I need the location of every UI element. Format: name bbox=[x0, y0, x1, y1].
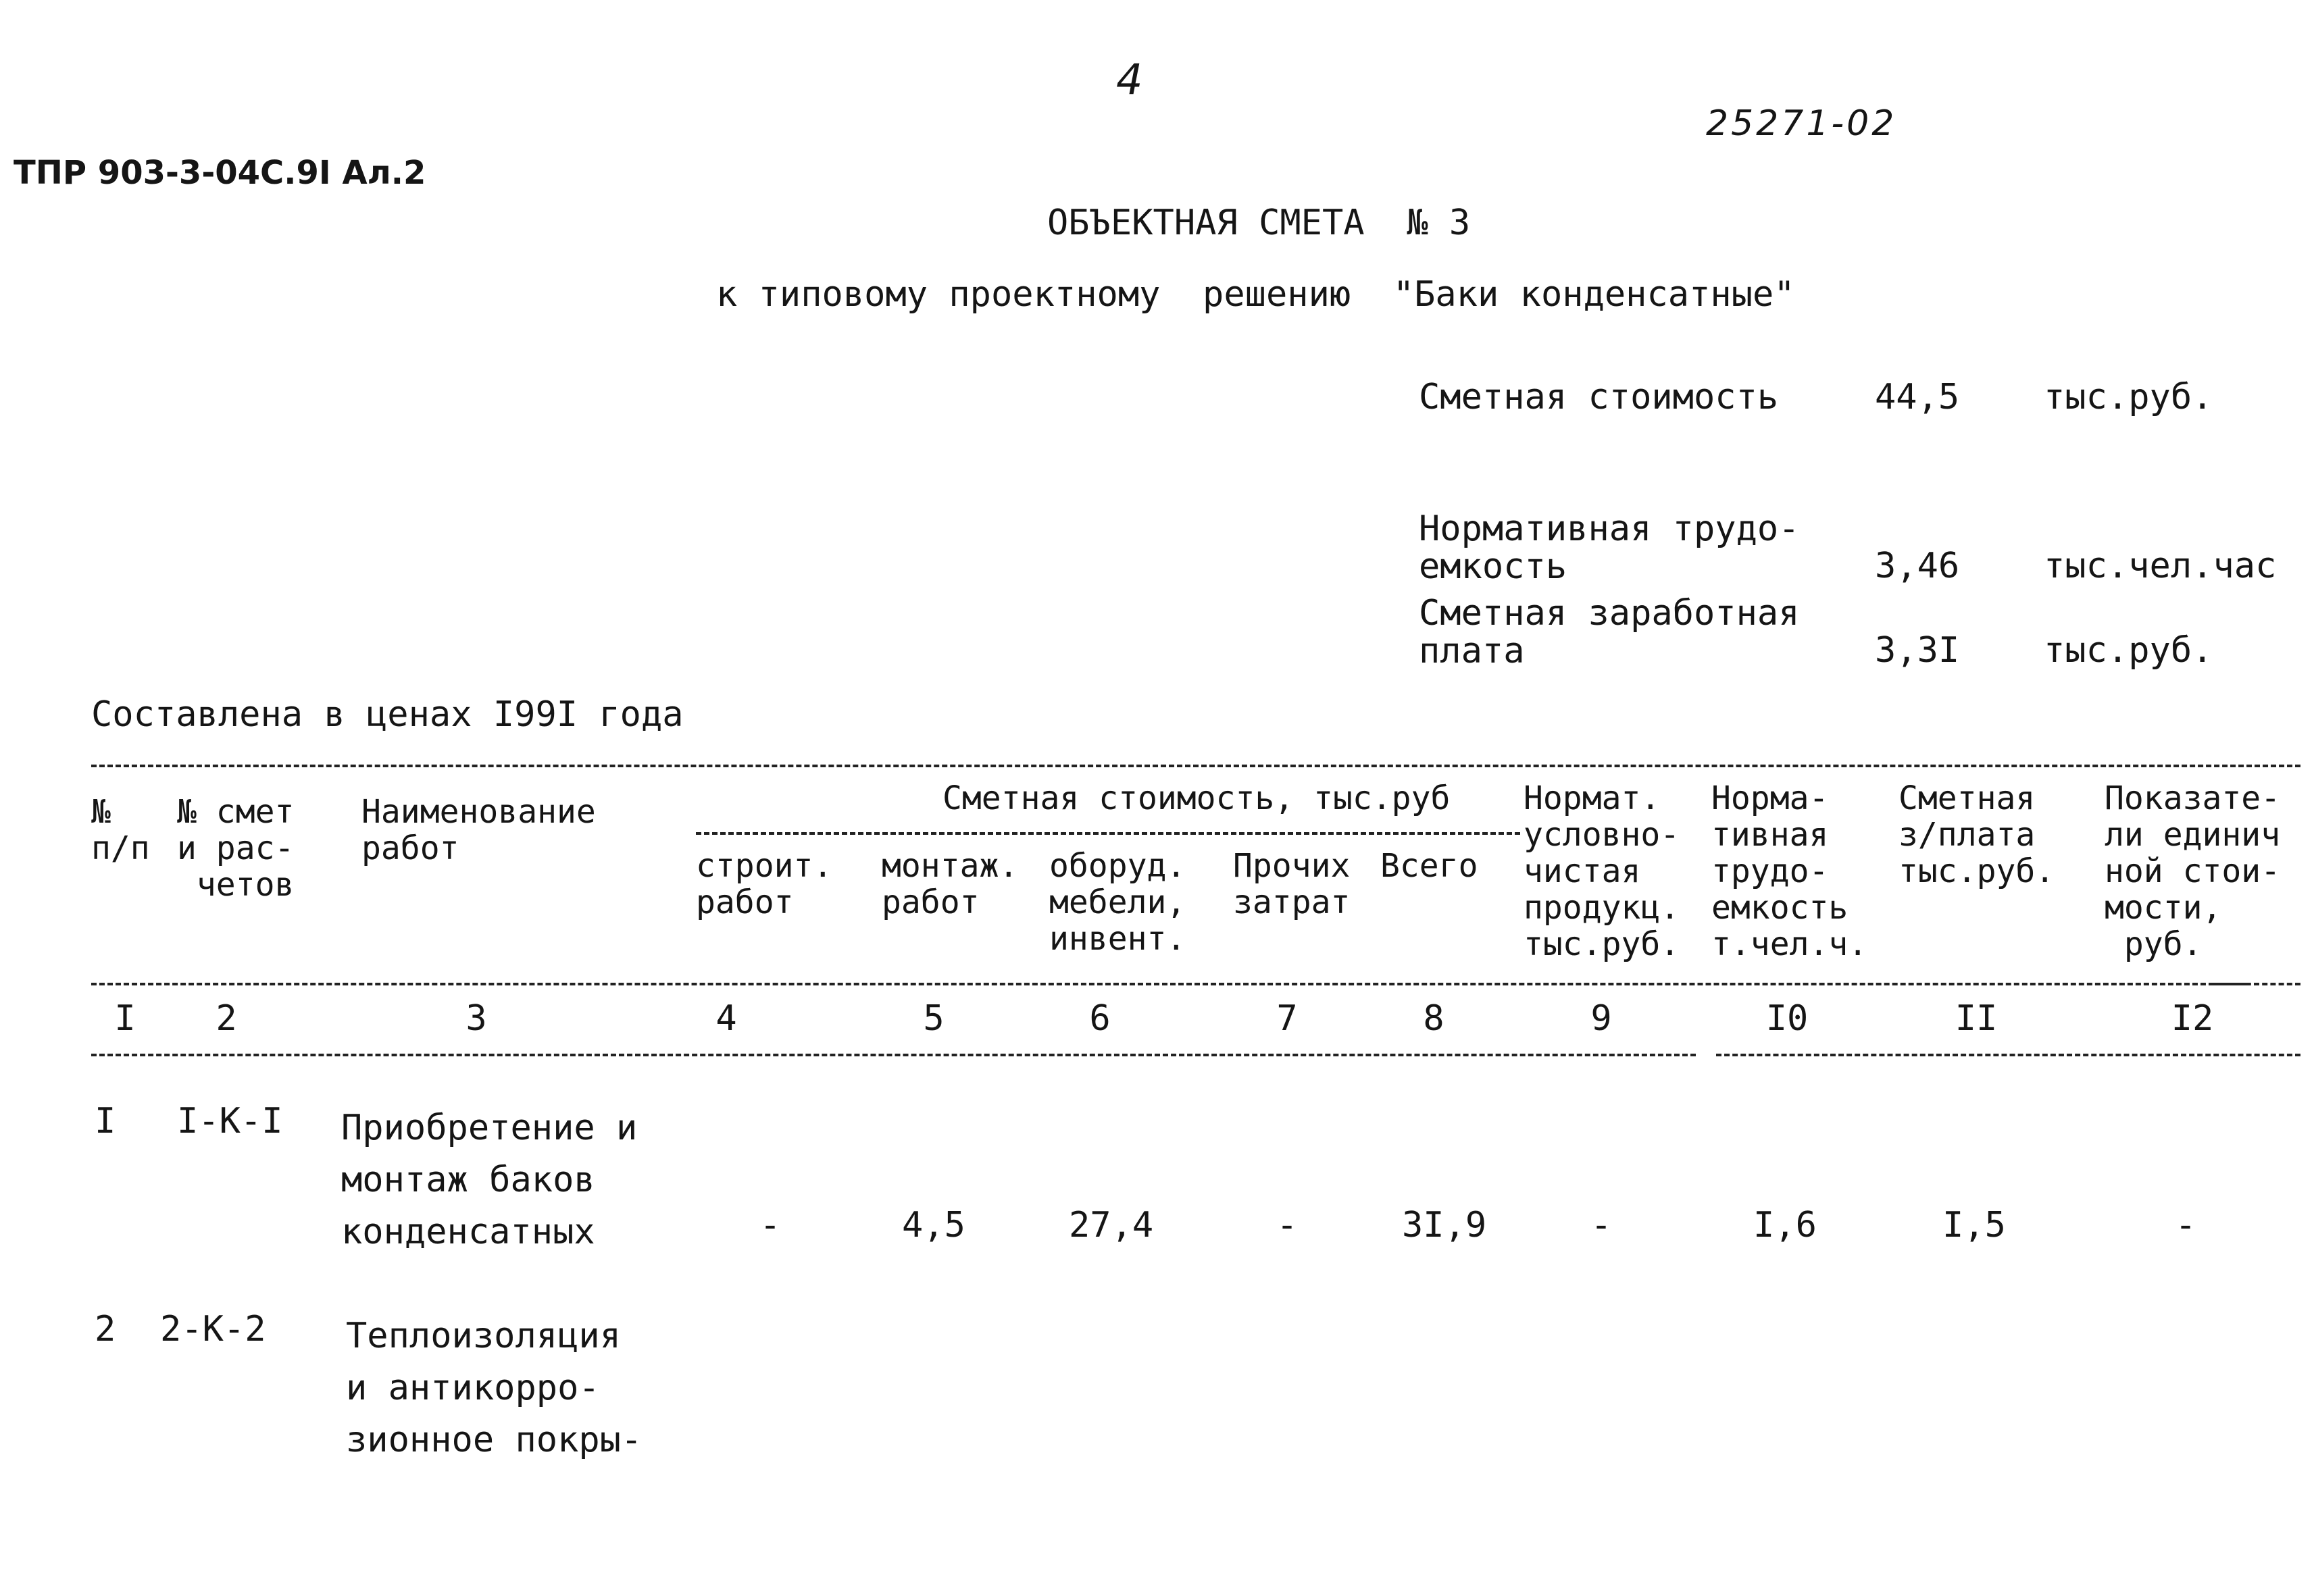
summary-unit-labor: тыс.чел.час bbox=[2044, 546, 2277, 586]
col-number: 4 bbox=[715, 998, 737, 1039]
header-bottom-rule bbox=[91, 983, 2246, 985]
col-numbers-rule-right bbox=[1716, 1054, 2300, 1056]
document-subtitle: к типовому проектному решению "Баки конденсатные" bbox=[716, 274, 1795, 315]
cell-unit-cost: - bbox=[2175, 1205, 2196, 1245]
header-col-12: Показате- ли единич ной стои- мости, руб. bbox=[2105, 779, 2281, 963]
col-number: I0 bbox=[1765, 998, 1809, 1039]
group-header-rule bbox=[696, 832, 1520, 835]
col-number: 7 bbox=[1276, 998, 1298, 1039]
page-number: 4 bbox=[1116, 55, 1146, 104]
summary-unit-wages: тыс.руб. bbox=[2044, 630, 2213, 671]
col-number: II bbox=[1955, 998, 1998, 1039]
cell-labor: I,6 bbox=[1753, 1205, 1817, 1245]
row-work-name: Приобретение и монтаж баков конденсатных bbox=[341, 1108, 638, 1252]
summary-label-labor: Нормативная трудо- емкость bbox=[1419, 509, 1800, 587]
col-number: 6 bbox=[1089, 998, 1111, 1039]
header-col-5: монтаж. работ bbox=[882, 847, 1019, 921]
col-number: 2 bbox=[216, 998, 237, 1039]
cell-installation: 4,5 bbox=[902, 1205, 965, 1245]
summary-value-cost: 44,5 bbox=[1875, 377, 1960, 417]
summary-value-labor: 3,46 bbox=[1875, 546, 1960, 586]
col-numbers-rule-left bbox=[91, 1054, 1696, 1056]
cell-equipment: 27,4 bbox=[1069, 1205, 1154, 1245]
summary-label-cost: Сметная стоимость bbox=[1419, 377, 1779, 417]
header-col-6: оборуд. мебели, инвент. bbox=[1049, 847, 1186, 958]
cell-construction: - bbox=[759, 1205, 781, 1245]
summary-value-wages: 3,3I bbox=[1875, 630, 1960, 671]
summary-unit-cost: тыс.руб. bbox=[2044, 377, 2213, 417]
cell-wages: I,5 bbox=[1942, 1205, 2006, 1245]
header-col-2: № смет и рас- четов bbox=[177, 793, 295, 904]
row-work-name: Теплоизоляция и антикорро- зионное покры- bbox=[346, 1316, 643, 1460]
document-title: ОБЪЕКТНАЯ СМЕТА № 3 bbox=[1047, 203, 1471, 243]
table-top-rule bbox=[91, 765, 2300, 767]
header-col-7: Прочих затрат bbox=[1233, 847, 1351, 921]
header-col-11: Сметная з/плата тыс.руб. bbox=[1898, 779, 2055, 890]
cell-total: 3I,9 bbox=[1402, 1205, 1487, 1245]
header-bottom-rule-end bbox=[2213, 983, 2300, 985]
header-col-1: № п/п bbox=[91, 793, 150, 867]
series-code: ТПР 903-3-04С.9I Ал.2 bbox=[14, 154, 426, 192]
row-number: I bbox=[95, 1101, 116, 1141]
header-col-3: Наименование работ bbox=[361, 793, 596, 867]
col-number: 9 bbox=[1590, 998, 1612, 1039]
cell-other: - bbox=[1276, 1205, 1298, 1245]
header-col-8: Всего bbox=[1380, 847, 1478, 885]
summary-label-wages: Сметная заработная плата bbox=[1419, 593, 1800, 671]
header-group-cost: Сметная стоимость, тыс.руб bbox=[942, 779, 1451, 817]
row-number: 2 bbox=[95, 1309, 116, 1349]
prices-note: Составлена в ценах I99I года bbox=[91, 694, 684, 735]
col-number: 5 bbox=[923, 998, 945, 1039]
col-number: I bbox=[114, 998, 136, 1039]
header-col-4: строит. работ bbox=[696, 847, 833, 921]
col-number: I2 bbox=[2171, 998, 2214, 1039]
header-col-10: Норма- тивная трудо- емкость т.чел.ч. bbox=[1711, 779, 1868, 963]
row-estimate-code: I-К-I bbox=[177, 1101, 283, 1141]
col-number: 3 bbox=[466, 998, 487, 1039]
document-code: 25271-02 bbox=[1706, 103, 1897, 144]
cell-net-product: - bbox=[1590, 1205, 1612, 1245]
col-number: 8 bbox=[1423, 998, 1444, 1039]
row-estimate-code: 2-К-2 bbox=[160, 1309, 266, 1349]
header-col-9: Нормат. условно- чистая продукц. тыс.руб. bbox=[1524, 779, 1680, 963]
